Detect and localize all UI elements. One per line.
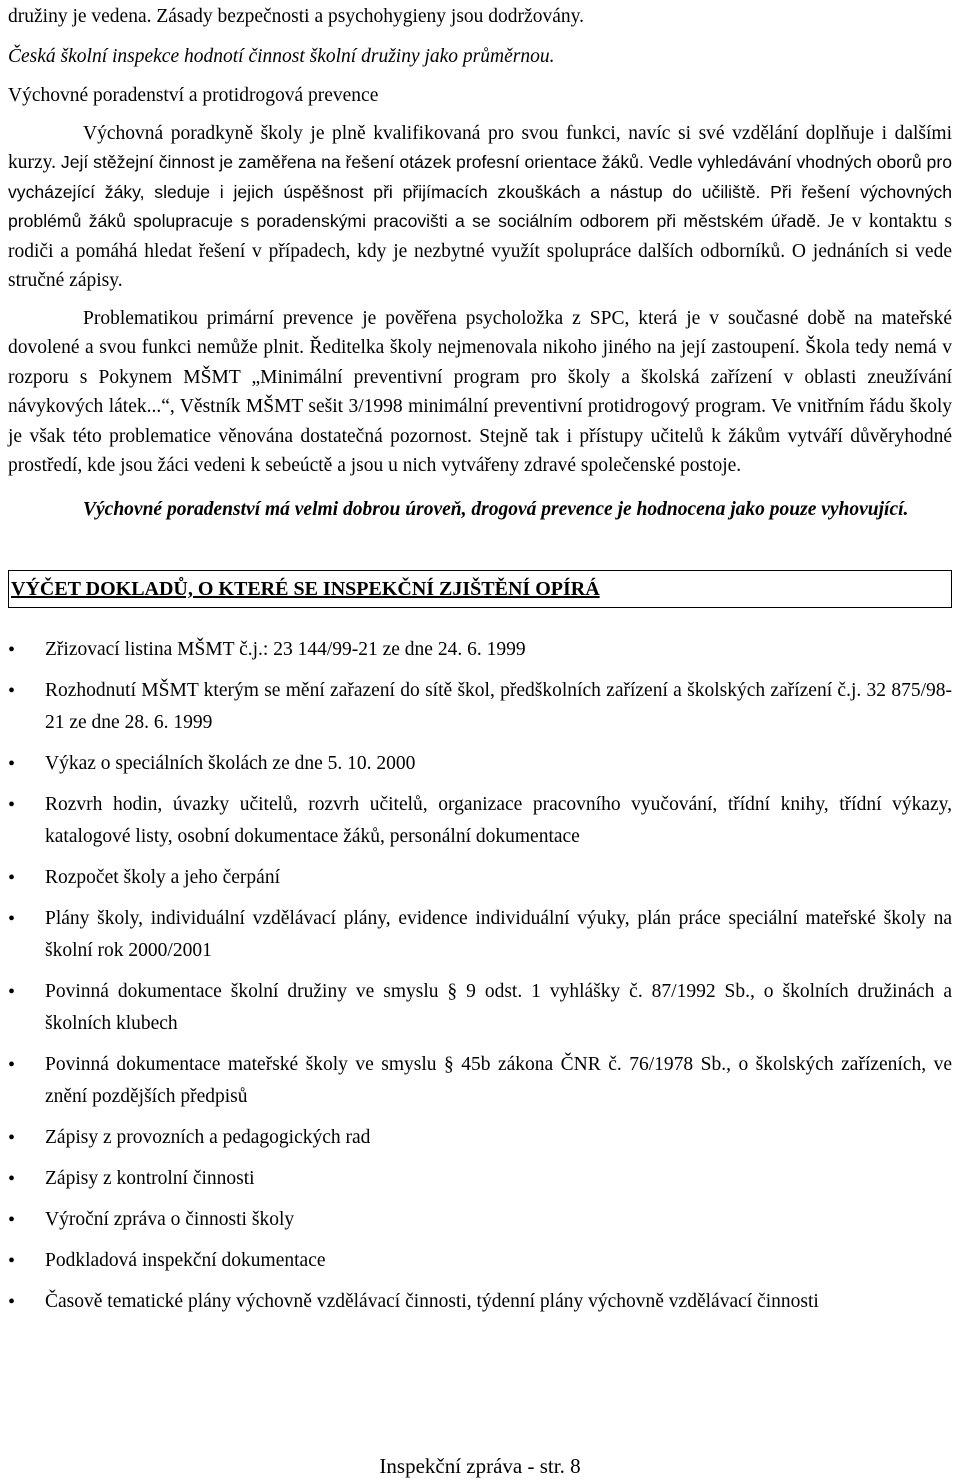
- intro-paragraph: družiny je vedena. Zásady bezpečnosti a psychohygieny jsou dodržovány.: [8, 6, 584, 27]
- page-footer: Inspekční zpráva - str. 8: [379, 1454, 581, 1478]
- poradkyne-text-c: Je v kontaktu s rodiči a pomáhá hledat řešení v případech, kdy je nezbytné využít spolupráce dalších odborníků. O jednáních si vede stručné zápisy.: [8, 211, 952, 291]
- poradkyne-paragraph: [8, 119, 952, 296]
- list-item: • Povinná dokumentace školní družiny ve smyslu § 9 odst. 1 vyhlášky č. 87/1992 Sb., o školních družinách a školních klubech: [8, 976, 952, 1040]
- list-item: • Podkladová inspekční dokumentace: [8, 1245, 952, 1277]
- list-item: • Rozpočet školy a jeho čerpání: [8, 862, 952, 894]
- list-item: • Časově tematické plány výchovně vzdělávací činnosti, týdenní plány výchovně vzdělávací činnosti: [8, 1286, 952, 1318]
- list-item: • Výroční zpráva o činnosti školy: [8, 1204, 952, 1236]
- druzina-evaluation: Česká školní inspekce hodnotí činnost školní družiny jako průměrnou.: [8, 45, 555, 67]
- poradkyne-text-b: Její stěžejní činnost je zaměřena na řešení otázek profesní orientace žáků. Vedle vyhledávání vhodných oborů pro vycházející žáky, sleduje i jejich úspěšnost při přijímacích zkouškách a nástup do učiliště. Při řešení výchovných problémů žáků spolupracuje s poradenskými pracovišti a se sociálním odborem při městském úřadě.: [8, 152, 952, 231]
- poradenstvi-evaluation: Výchovné poradenství má velmi dobrou úroveň, drogová prevence je hodnocena jako pouze vyhovující.: [83, 498, 909, 520]
- evidence-list: [8, 634, 952, 1318]
- list-item: • Zápisy z kontrolní činnosti: [8, 1163, 952, 1195]
- list-item: • Výkaz o speciálních školách ze dne 5. 10. 2000: [8, 748, 952, 780]
- document-page: [8, 0, 952, 1327]
- list-item: • Rozvrh hodin, úvazky učitelů, rozvrh učitelů, organizace pracovního vyučování, třídní knihy, třídní výkazy, katalogové listy, osobní dokumentace žáků, personální dokumentace: [8, 789, 952, 853]
- list-item: • Zřizovací listina MŠMT č.j.: 23 144/99-21 ze dne 24. 6. 1999: [8, 634, 952, 666]
- evidence-section-title: [8, 570, 952, 608]
- list-item: • Plány školy, individuální vzdělávací plány, evidence individuální výuky, plán práce speciální mateřské školy na školní rok 2000/2001: [8, 903, 952, 967]
- evidence-title-text: VÝČET DOKLADŮ, O KTERÉ SE INSPEKČNÍ ZJIŠTĚNÍ OPÍRÁ: [11, 578, 600, 600]
- prevence-paragraph: Problematikou primární prevence je pověřena psycholožka z SPC, která je v současné době na mateřské dovolené a svou funkci nemůže plnit. Ředitelka školy nejmenovala nikoho jiného na její zastoupení. Škola tedy nemá v rozporu s Pokynem MŠMT „Minimální preventivní program pro školy a školská zařízení v oblasti zneužívání návykových látek...“, Věstník MŠMT sešit 3/1998 minimální preventivní protidrogový program. Ve vnitřním řádu školy je však této problematice věnována dostatečná pozornost. Stejně tak i přístupy učitelů k žákům vytváří důvěryhodné prostředí, kde jsou žáci vedeni k sebeúctě a jsou u nich vytvářeny zdravé společenské postoje.: [8, 307, 952, 476]
- section-heading-poradenstvi: Výchovné poradenství a protidrogová prevence: [8, 85, 379, 106]
- list-item: • Zápisy z provozních a pedagogických rad: [8, 1122, 952, 1154]
- poradkyne-text-a: Výchovná poradkyně školy je plně kvalifikovaná pro svou funkci, navíc si své vzdělání doplňuje i dalšími kurzy.: [8, 122, 952, 173]
- list-item: • Rozhodnutí MŠMT kterým se mění zařazení do sítě škol, předškolních zařízení a školských zařízení č.j. 32 875/98-21 ze dne 28. 6. 1999: [8, 675, 952, 739]
- list-item: • Povinná dokumentace mateřské školy ve smyslu § 45b zákona ČNR č. 76/1978 Sb., o školských zařízeních, ve znění pozdějších předpisů: [8, 1049, 952, 1113]
